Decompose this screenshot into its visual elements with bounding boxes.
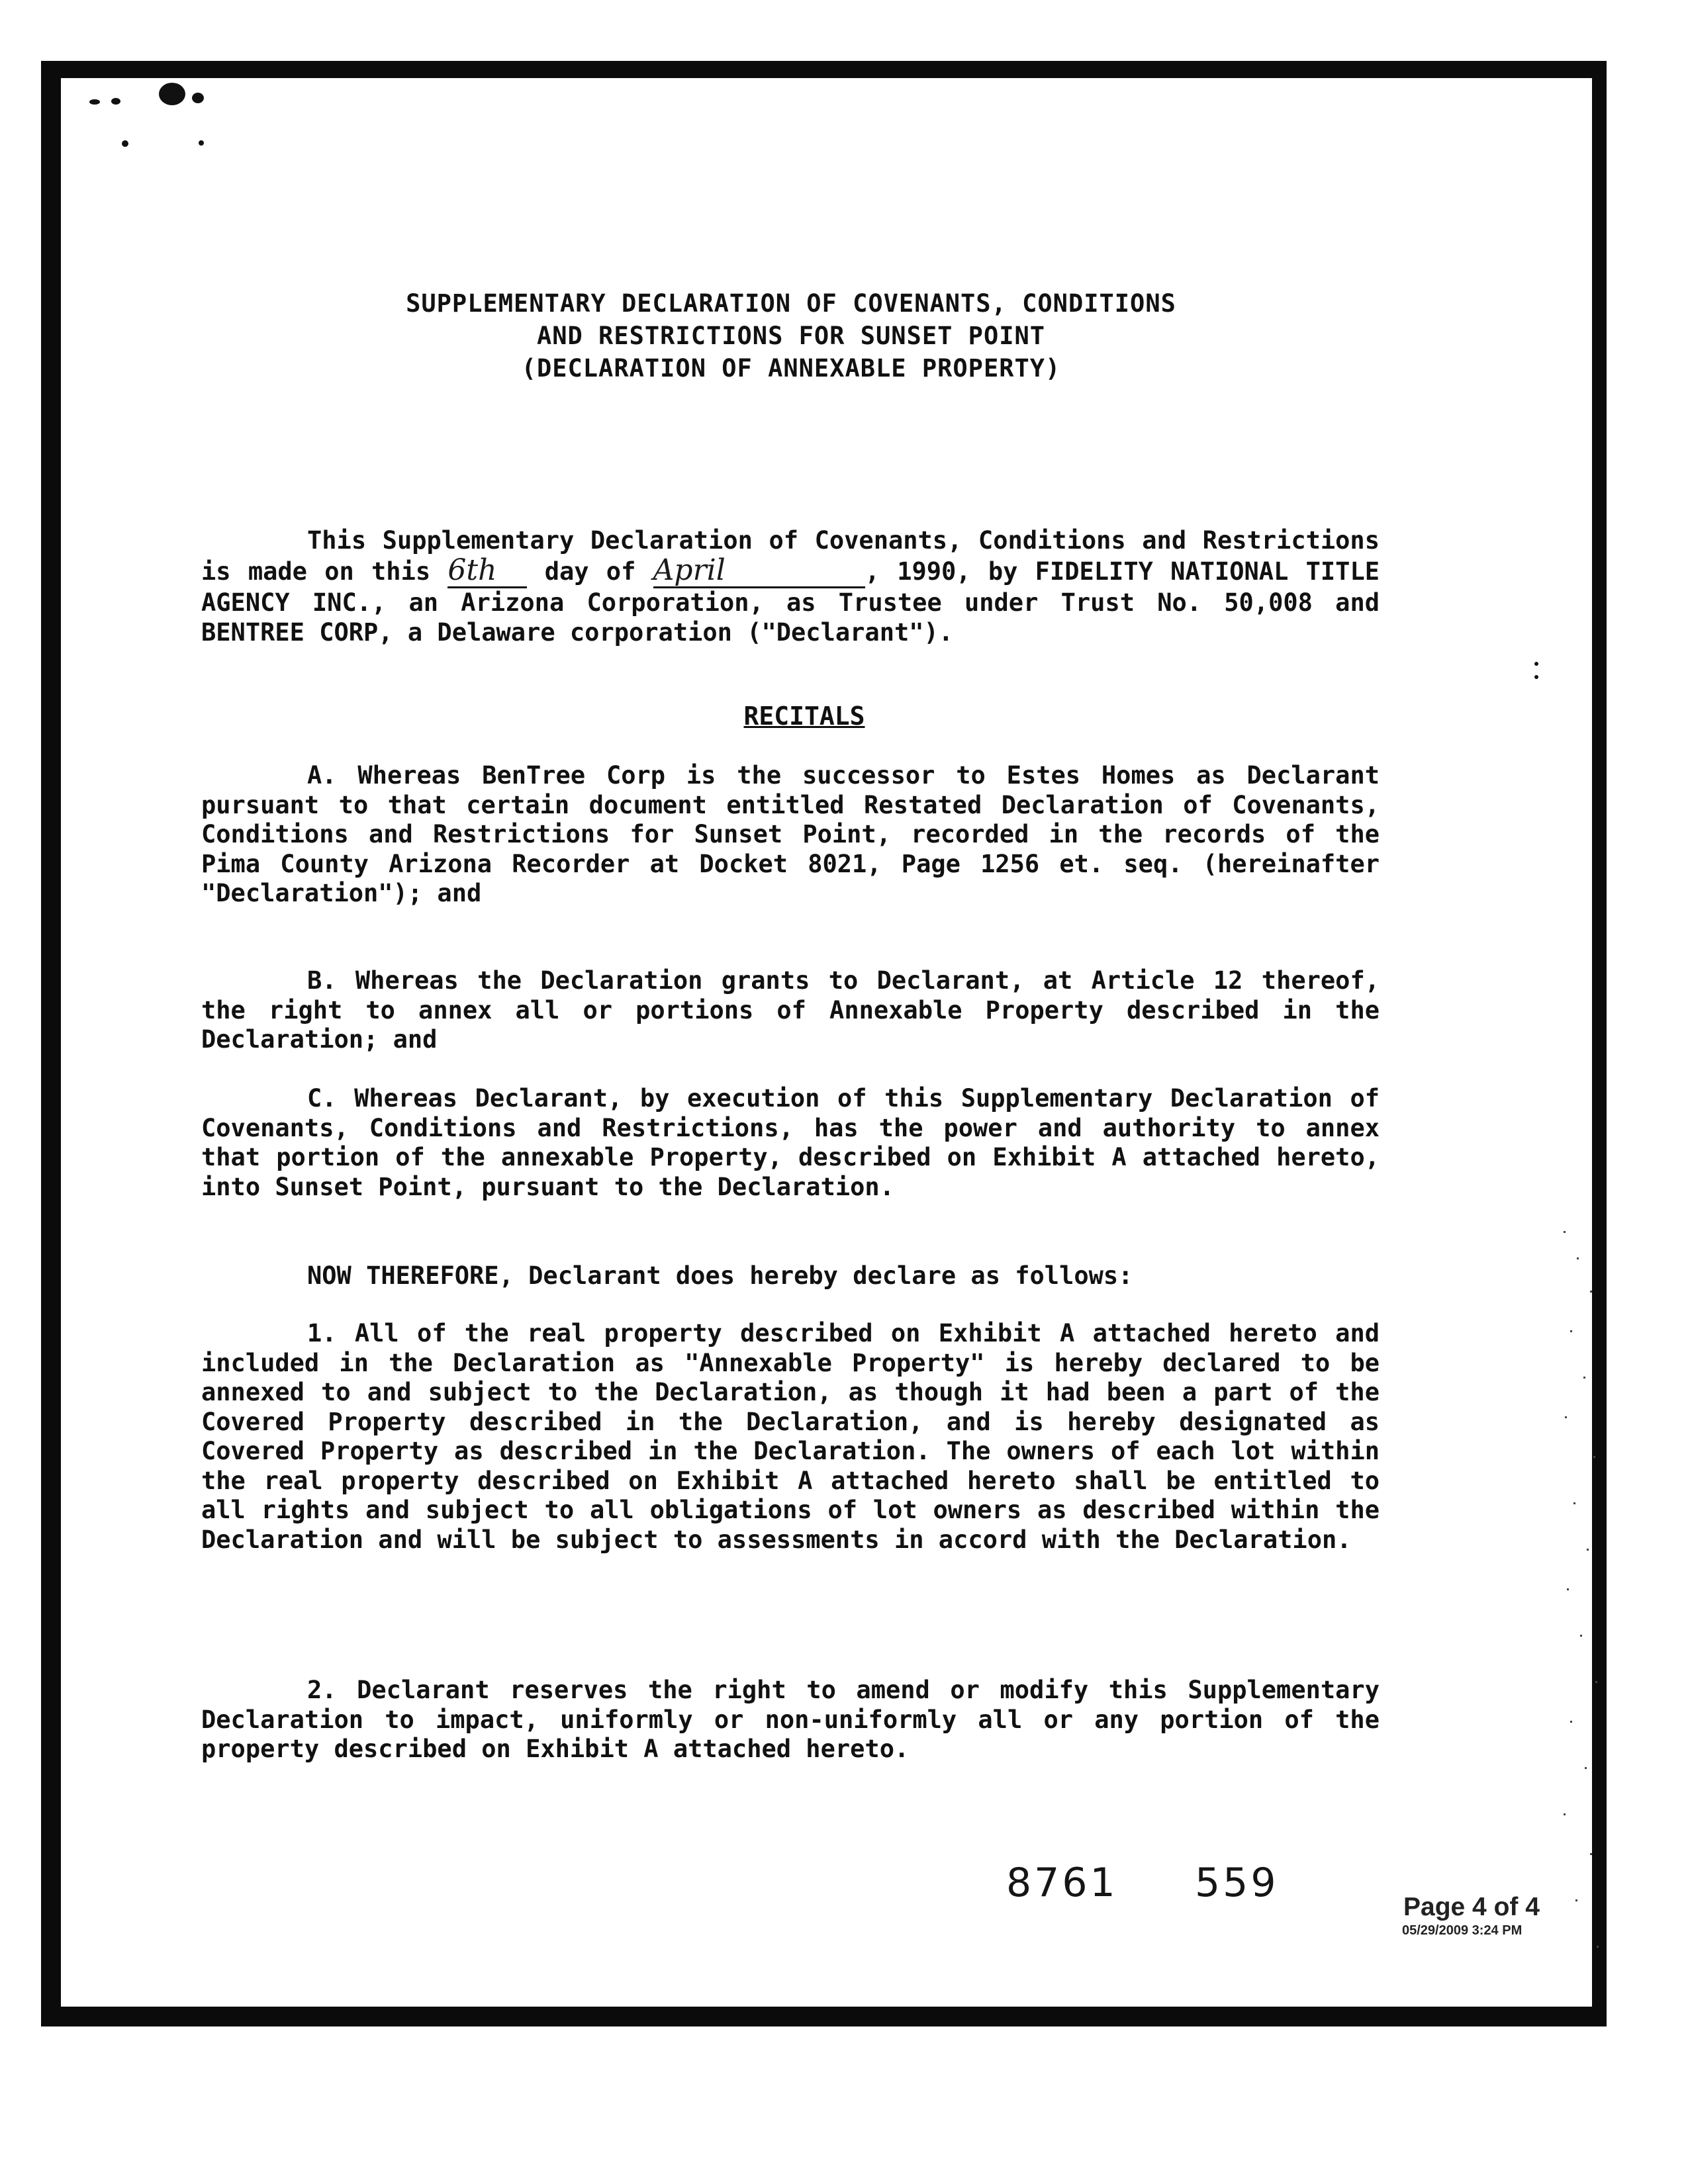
scan-speck: [192, 93, 204, 103]
recitals-heading: RECITALS: [743, 702, 865, 731]
recital-a: A. Whereas BenTree Corp is the successor to Estes Homes as Declarant pursuant to that certain document entitled Restated Declaration of Covenants, Conditions and Restrictions for Sunset Point, recorded in the records of the Pima County Arizona Recorder at Docket 8021, Page 1256 et. seq. (hereinafter "Declaration"); and: [201, 761, 1380, 907]
clause-1: 1. All of the real property described on Exhibit A attached hereto and included in the Declaration as "Annexable Property" is hereby declared to be annexed to and subject to the Declaration, as though it had been a part of the Covered Property described in the Declaration, and is hereby designated as Covered Property as described in the Declaration. The owners of each lot within the real property described on Exhibit A attached hereto shall be entitled to all rights and subject to all obligations of lot owners as described within the Declaration and will be subject to assessments in accord with the Declaration.: [201, 1319, 1380, 1554]
page-indicator: Page 4 of 4: [1403, 1893, 1540, 1921]
scan-speck: [122, 140, 128, 147]
intro-text-1: This Supplementary Declaration of Covenants, Conditions and Restrictions is made on this: [201, 526, 1380, 586]
title-line-1: SUPPLEMENTARY DECLARATION OF COVENANTS, CONDITIONS: [406, 289, 1176, 318]
recital-b: B. Whereas the Declaration grants to Declarant, at Article 12 thereof, the right to annex all or portions of Annexable Property described in the Declaration; and: [201, 966, 1380, 1054]
month-field: [653, 553, 865, 589]
scan-noise: [1557, 1218, 1603, 1979]
title-line-2: AND RESTRICTIONS FOR SUNSET POINT: [536, 322, 1046, 350]
recital-c: C. Whereas Declarant, by execution of this Supplementary Declaration of Covenants, Conditions and Restrictions, has the power and authority to annex that portion of the annexable Property, described on Exhibit A attached hereto, into Sunset Point, pursuant to the Declaration.: [201, 1084, 1380, 1201]
intro-text-2: day of: [544, 557, 636, 586]
scan-speck: [159, 83, 185, 105]
intro-paragraph: [201, 526, 1380, 647]
print-date: 05/29/2009 3:24 PM: [1402, 1923, 1523, 1938]
day-field: [447, 553, 527, 589]
scan-speck: [1534, 675, 1538, 679]
scan-speck: [111, 98, 120, 105]
page-stamp: 559: [1195, 1860, 1279, 1906]
now-therefore: NOW THEREFORE, Declarant does hereby declare as follows:: [307, 1261, 1133, 1290]
title-line-3: (DECLARATION OF ANNEXABLE PROPERTY): [521, 354, 1061, 383]
scan-speck: [89, 99, 100, 105]
intro-text-3: , 1990, by FIDELITY NATIONAL TITLE AGENCY INC., an Arizona Corporation, as Trustee under Trust No. 50,008 and BENTREE CORP, a Delaware corporation ("Declarant").: [201, 557, 1380, 647]
handwritten-day: 6th: [447, 553, 497, 587]
document-title: [278, 287, 1304, 385]
clause-2: 2. Declarant reserves the right to amend or modify this Supplementary Declaration to impact, uniformly or non-uniformly all or any portion of the property described on Exhibit A attached hereto.: [201, 1676, 1380, 1763]
scan-speck: [1534, 662, 1538, 666]
handwritten-month: April: [653, 553, 726, 587]
scan-speck: [199, 140, 204, 146]
docket-number: 8761: [1006, 1860, 1118, 1906]
